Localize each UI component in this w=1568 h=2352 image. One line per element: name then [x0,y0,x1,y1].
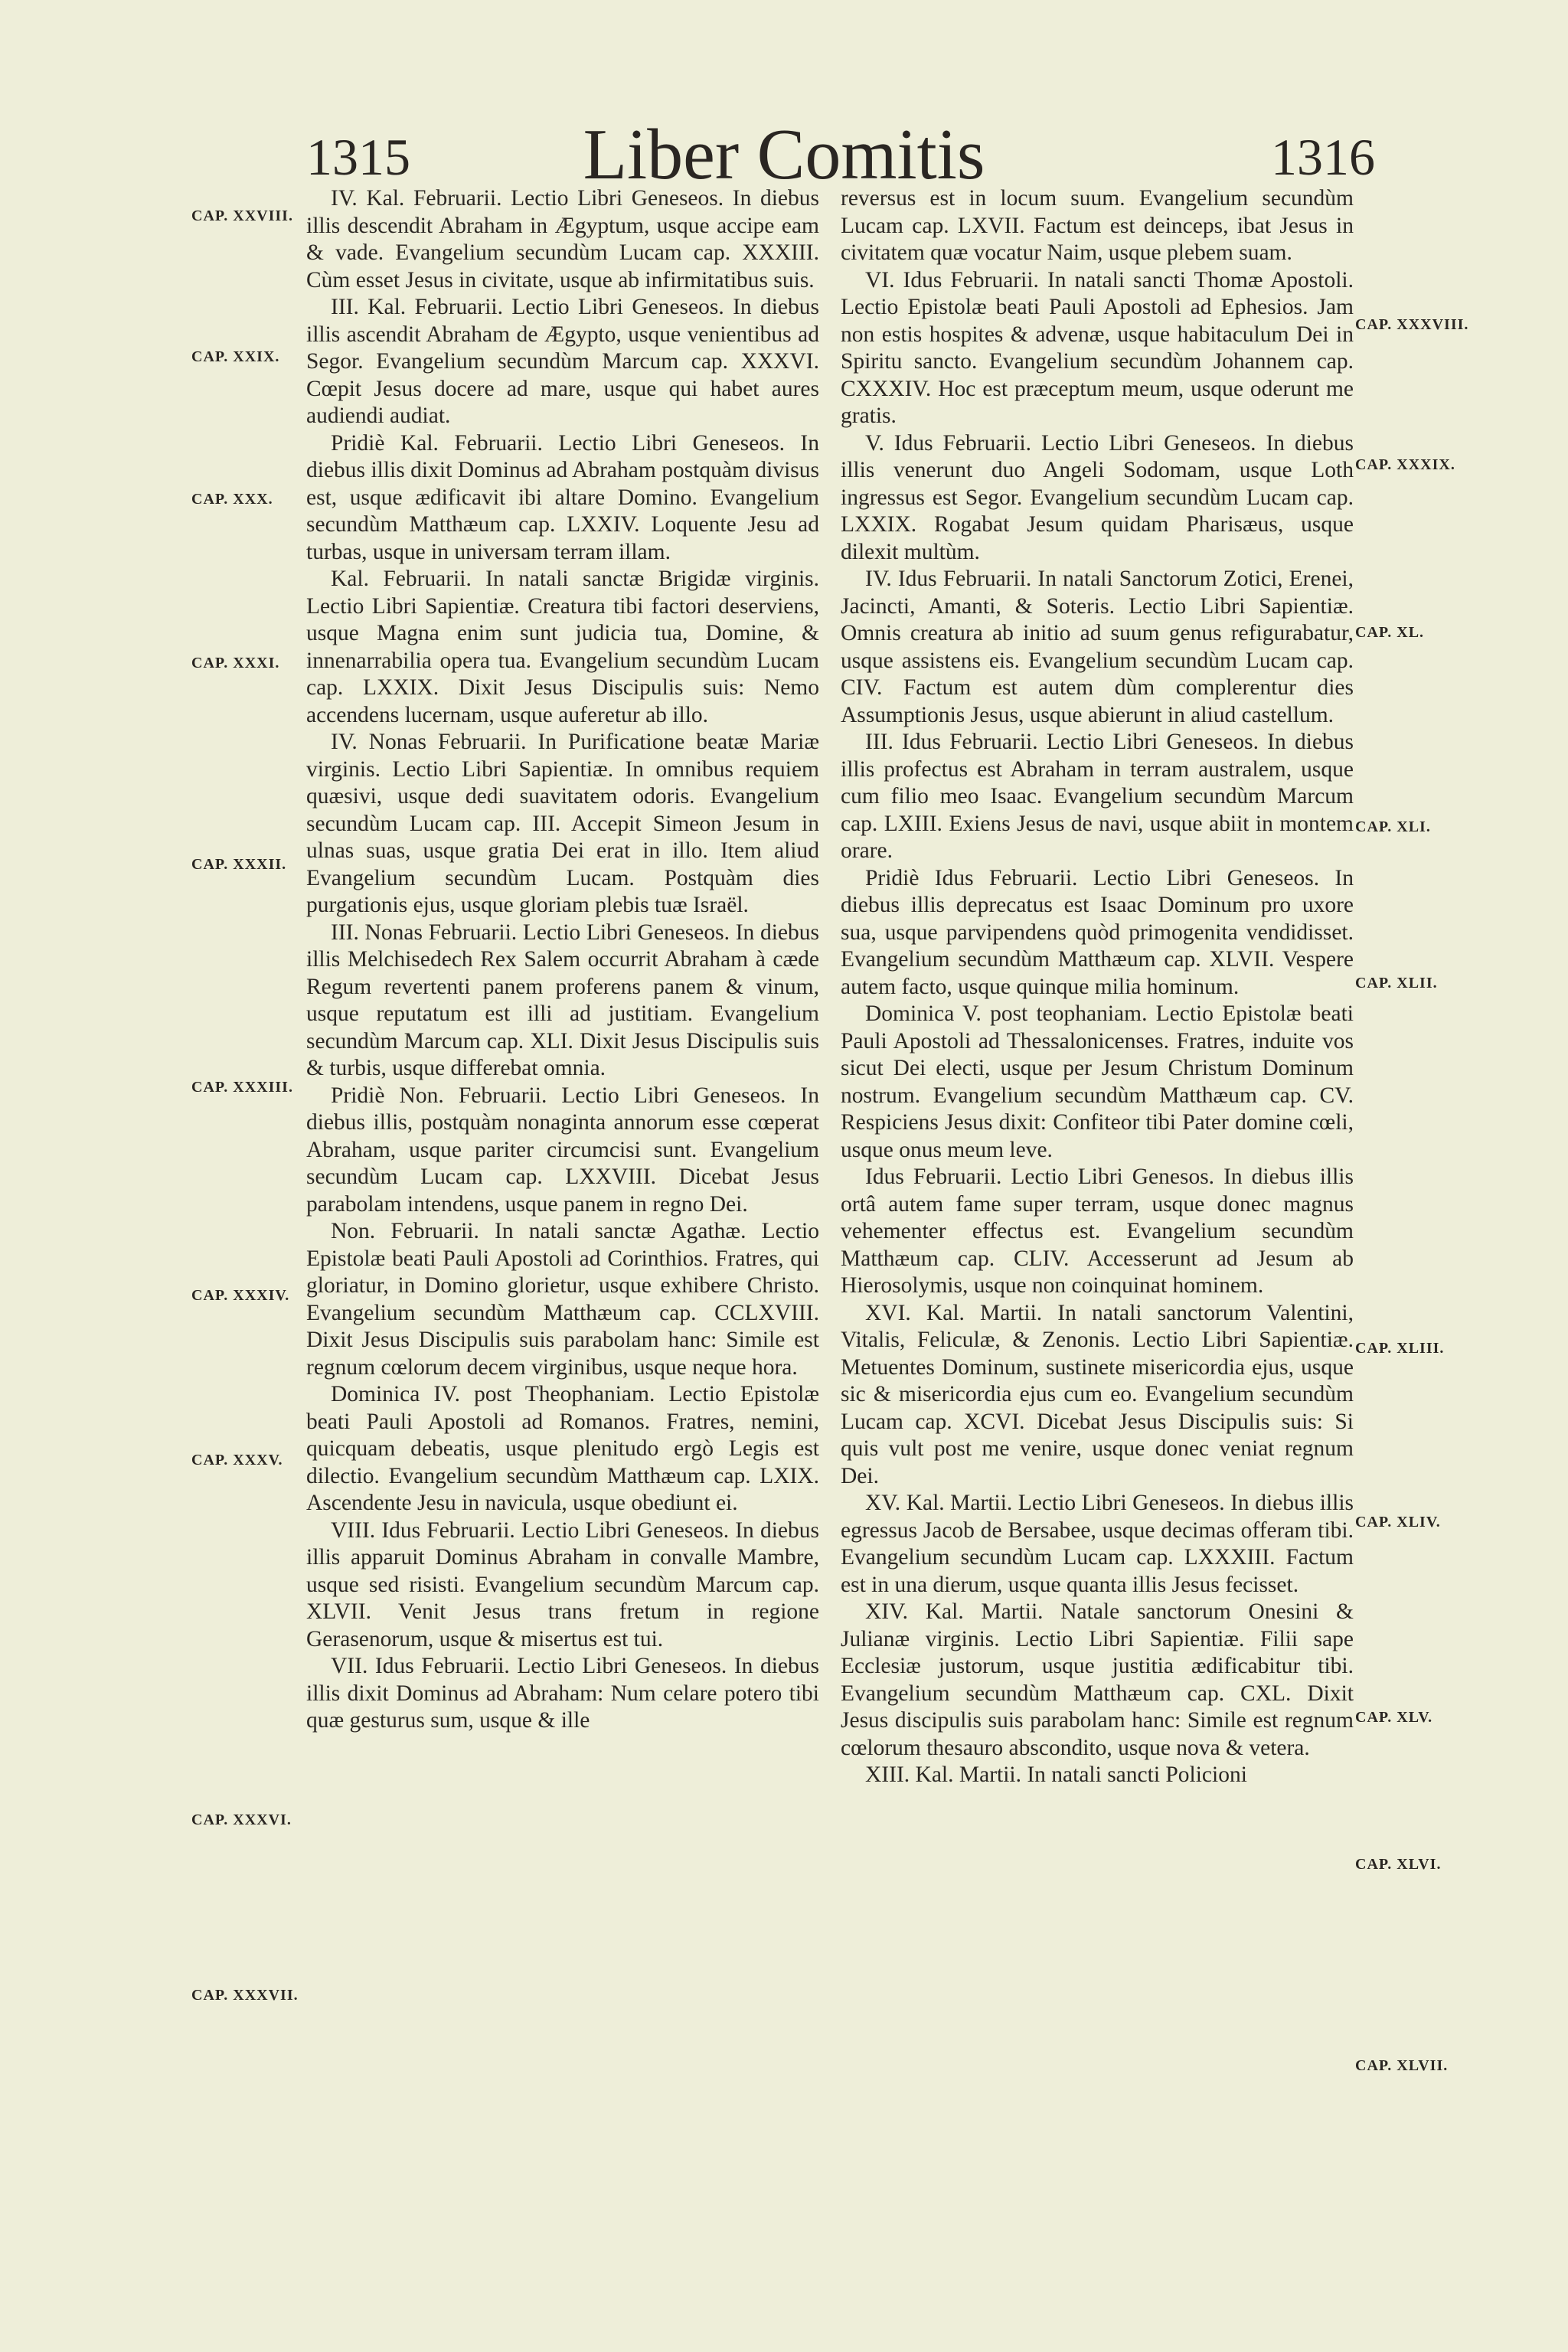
paragraph: IV. Kal. Februarii. Lectio Libri Geneseos. In diebus illis descendit Abraham in Ægyptum, usque accipe eam & vade. Evangelium secundùm Lucam cap. XXXIII. Cùm esset Jesus in civitate, usque ab infirmitatibus suis. [306,186,819,292]
paragraph: VI. Idus Februarii. In natali sancti Thomæ Apostoli. Lectio Epistolæ beati Pauli Apostoli ad Ephesios. Jam non estis hospites & advenæ, usque habitaculum Dei in Spiritu sancto. Evangelium secundùm Johannem cap. CXXXIV. Hoc est præceptum meum, usque oderunt me gratis. [841,267,1354,428]
paragraph: XIII. Kal. Martii. In natali sancti Policioni [865,1762,1247,1787]
margin-chapter-note: CAP. XXXVI. [191,1811,292,1828]
margin-chapter-note: CAP. XLVII. [1355,2057,1449,2074]
paragraph: XIV. Kal. Martii. Natale sanctorum Onesini & Julianæ virginis. Lectio Libri Sapientiæ. Filii sape Ecclesiæ justorum, usque justitia ædificabitur tibi. Evangelium secundùm Matthæum cap. CXL. Dixit Jesus discipulis suis parabolam hanc: Simile est regnum cœlorum thesauro abscondito, usque nova & vetera. [841,1599,1354,1760]
margin-chapter-note: CAP. XXXVII. [191,1987,299,2004]
margin-chapter-note: CAP. XXX. [191,491,273,508]
paragraph: Dominica IV. post Theophaniam. Lectio Epistolæ beati Pauli Apostoli ad Romanos. Fratres, nemini, quicquam debeatis, usque plenitudo ergò Legis est dilectio. Evangelium secundùm Matthæum cap. LXIX. Ascendente Jesu in navicula, usque obediunt ei. [306,1382,819,1515]
margin-chapter-note: CAP. XLIII. [1355,1340,1445,1357]
margin-chapter-note: CAP. XLVI. [1355,1856,1442,1873]
paragraph: Non. Februarii. In natali sanctæ Agathæ. Lectio Epistolæ beati Pauli Apostoli ad Corinthios. Fratres, qui gloriatur, in Domino glorietur, usque exhibere Christo. Evangelium secundùm Matthæum cap. CCLXVIII. Dixit Jesus Discipulis suis parabolam hanc: Simile est regnum cœlorum decem virginibus, usque neque hora. [306,1219,819,1380]
margin-chapter-note: CAP. XXXV. [191,1452,283,1468]
paragraph: Pridiè Kal. Februarii. Lectio Libri Geneseos. In diebus illis dixit Dominus ad Abraham postquàm divisus est, usque ædificavit ibi altare Domino. Evangelium secundùm Matthæum cap. LXXIV. Loquente Jesu ad turbas, usque in universam terram illam. [306,430,819,564]
paragraph: VII. Idus Februarii. Lectio Libri Geneseos. In diebus illis dixit Dominus ad Abraham: Num celare potero tibi quæ gesturus sum, usque & ille [306,1654,819,1733]
paragraph: IV. Idus Februarii. In natali Sanctorum Zotici, Erenei, Jacincti, Amanti, & Soteris. Lectio Libri Sapientiæ. Omnis creatura ab initio ad suum genus refigurabatur, usque assistens eis. Evangelium secundùm Lucam cap. CIV. Factum est autem dùm complerentur dies Assumptionis Jesus, usque abierunt in aliud castellum. [841,567,1354,727]
margin-chapter-note: CAP. XXXIX. [1355,456,1455,473]
paragraph: Dominica V. post teophaniam. Lectio Epistolæ beati Pauli Apostoli ad Thessalonicenses. Fratres, induite vos sicut Dei electi, usque per Jesum Christum Dominum nostrum. Evangelium secundùm Matthæum cap. CV. Respiciens Jesus dixit: Confiteor tibi Pater domine cœli, usque onus meum leve. [841,1001,1354,1162]
margin-chapter-note: CAP. XLIV. [1355,1514,1441,1530]
margin-chapter-note: CAP. XLII. [1355,975,1438,991]
paragraph: XV. Kal. Martii. Lectio Libri Geneseos. In diebus illis egressus Jacob de Bersabee, usque decimas offeram tibi. Evangelium secundùm Lucam cap. LXXXIII. Factum est in una dierum, usque quanta illis Jesus fecisset. [841,1491,1354,1597]
paragraph: Pridiè Idus Februarii. Lectio Libri Geneseos. In diebus illis deprecatus est Isaac Dominum pro uxore sua, usque parvipendens quòd primogenita vendidisset. Evangelium secundùm Matthæum cap. XLVII. Vespere autem facto, usque quinque milia hominum. [841,865,1354,999]
page-number-left: 1315 [306,128,410,186]
paragraph: VIII. Idus Februarii. Lectio Libri Geneseos. In diebus illis apparuit Dominus Abraham in convalle Mambre, usque sed risisti. Evangelium secundùm Marcum cap. XLVII. Venit Jesus trans fretum in regione Gerasenorum, usque & misertus est tui. [306,1517,819,1651]
left-column [306,185,819,1735]
running-title: Liber Comitis [583,115,985,194]
margin-chapter-note: CAP. XXXIV. [191,1287,290,1304]
page-number-right: 1316 [1271,128,1375,186]
margin-chapter-note: CAP. XXVIII. [191,207,293,224]
paragraph: Idus Februarii. Lectio Libri Genesos. In diebus illis ortâ autem fame super terram, usque donec magnus vehementer effectus est. Evangelium secundùm Matthæum cap. CLIV. Accesserunt ad Jesum ab Hierosolymis, usque non coinquinat hominem. [841,1165,1354,1298]
margin-chapter-note: CAP. XLI. [1355,818,1431,835]
margin-chapter-note: CAP. XXXIII. [191,1079,293,1096]
right-column [841,185,1354,1789]
paragraph: IV. Nonas Februarii. In Purificatione beatæ Mariæ virginis. Lectio Libri Sapientiæ. In omnibus requiem quæsivi, usque dedi suavitatem odoris. Evangelium secundùm Lucam cap. III. Accepit Simeon Jesum in ulnas suas, usque gratia Dei erat in illo. Item aliud Evangelium secundùm Lucam. Postquàm dies purgationis ejus, usque gloriam plebis tuæ Israël. [306,730,819,917]
paragraph: III. Kal. Februarii. Lectio Libri Geneseos. In diebus illis ascendit Abraham de Ægypto, usque venientibus ad Segor. Evangelium secundùm Marcum cap. XXXVI. Cœpit Jesus docere ad mare, usque qui habet aures audiendi audiat. [306,295,819,428]
margin-chapter-note: CAP. XXXVIII. [1355,316,1469,333]
paragraph: V. Idus Februarii. Lectio Libri Geneseos. In diebus illis venerunt duo Angeli Sodomam, usque Loth ingressus est Segor. Evangelium secundùm Lucam cap. LXXIX. Rogabat Jesum quidam Pharisæus, usque dilexit multùm. [841,430,1354,564]
paragraph: reversus est in locum suum. Evangelium secundùm Lucam cap. LXVII. Factum est deinceps, ibat Jesus in civitatem quæ vocatur Naim, usque plebem suam. [841,186,1354,265]
margin-chapter-note: CAP. XXXI. [191,655,280,671]
paragraph: III. Idus Februarii. Lectio Libri Geneseos. In diebus illis profectus est Abraham in terram australem, usque cum filio meo Isaac. Evangelium secundùm Marcum cap. LXIII. Exiens Jesus de navi, usque abiit in montem orare. [841,730,1354,863]
margin-chapter-note: CAP. XLV. [1355,1709,1433,1726]
paragraph: XVI. Kal. Martii. In natali sanctorum Valentini, Vitalis, Feliculæ, & Zenonis. Lectio Libri Sapientiæ. Metuentes Dominum, sustinete misericordia ejus, usque sic & misericordia ejus cum eo. Evangelium secundùm Lucam cap. XCVI. Dicebat Jesus Discipulis suis: Si quis vult post me venire, usque donec veniat regnum Dei. [841,1300,1354,1488]
paragraph: Pridiè Non. Februarii. Lectio Libri Geneseos. In diebus illis, postquàm nonaginta annorum esse cœperat Abraham, usque pariter circumcisi sunt. Evangelium secundùm Lucam cap. LXXVIII. Dicebat Jesus parabolam intendens, usque panem in regno Dei. [306,1083,819,1217]
margin-chapter-note: CAP. XL. [1355,624,1425,641]
margin-chapter-note: CAP. XXXII. [191,856,287,873]
paragraph: Kal. Februarii. In natali sanctæ Brigidæ virginis. Lectio Libri Sapientiæ. Creatura tibi factori deserviens, usque Magna enim sunt judicia tua, Domine, & innenarrabilia opera tua. Evangelium secundùm Lucam cap. LXXIX. Dixit Jesus Discipulis suis: Nemo accendens lucernam, usque auferetur ab illo. [306,567,819,727]
paragraph: III. Nonas Februarii. Lectio Libri Geneseos. In diebus illis Melchisedech Rex Salem occurrit Abraham à cæde Regum revertenti panem proferens panem & vinum, usque reputatum est illi ad justitiam. Evangelium secundùm Marcum cap. XLI. Dixit Jesus Discipulis suis & turbis, usque differebat omnia. [306,920,819,1080]
margin-chapter-note: CAP. XXIX. [191,348,280,365]
